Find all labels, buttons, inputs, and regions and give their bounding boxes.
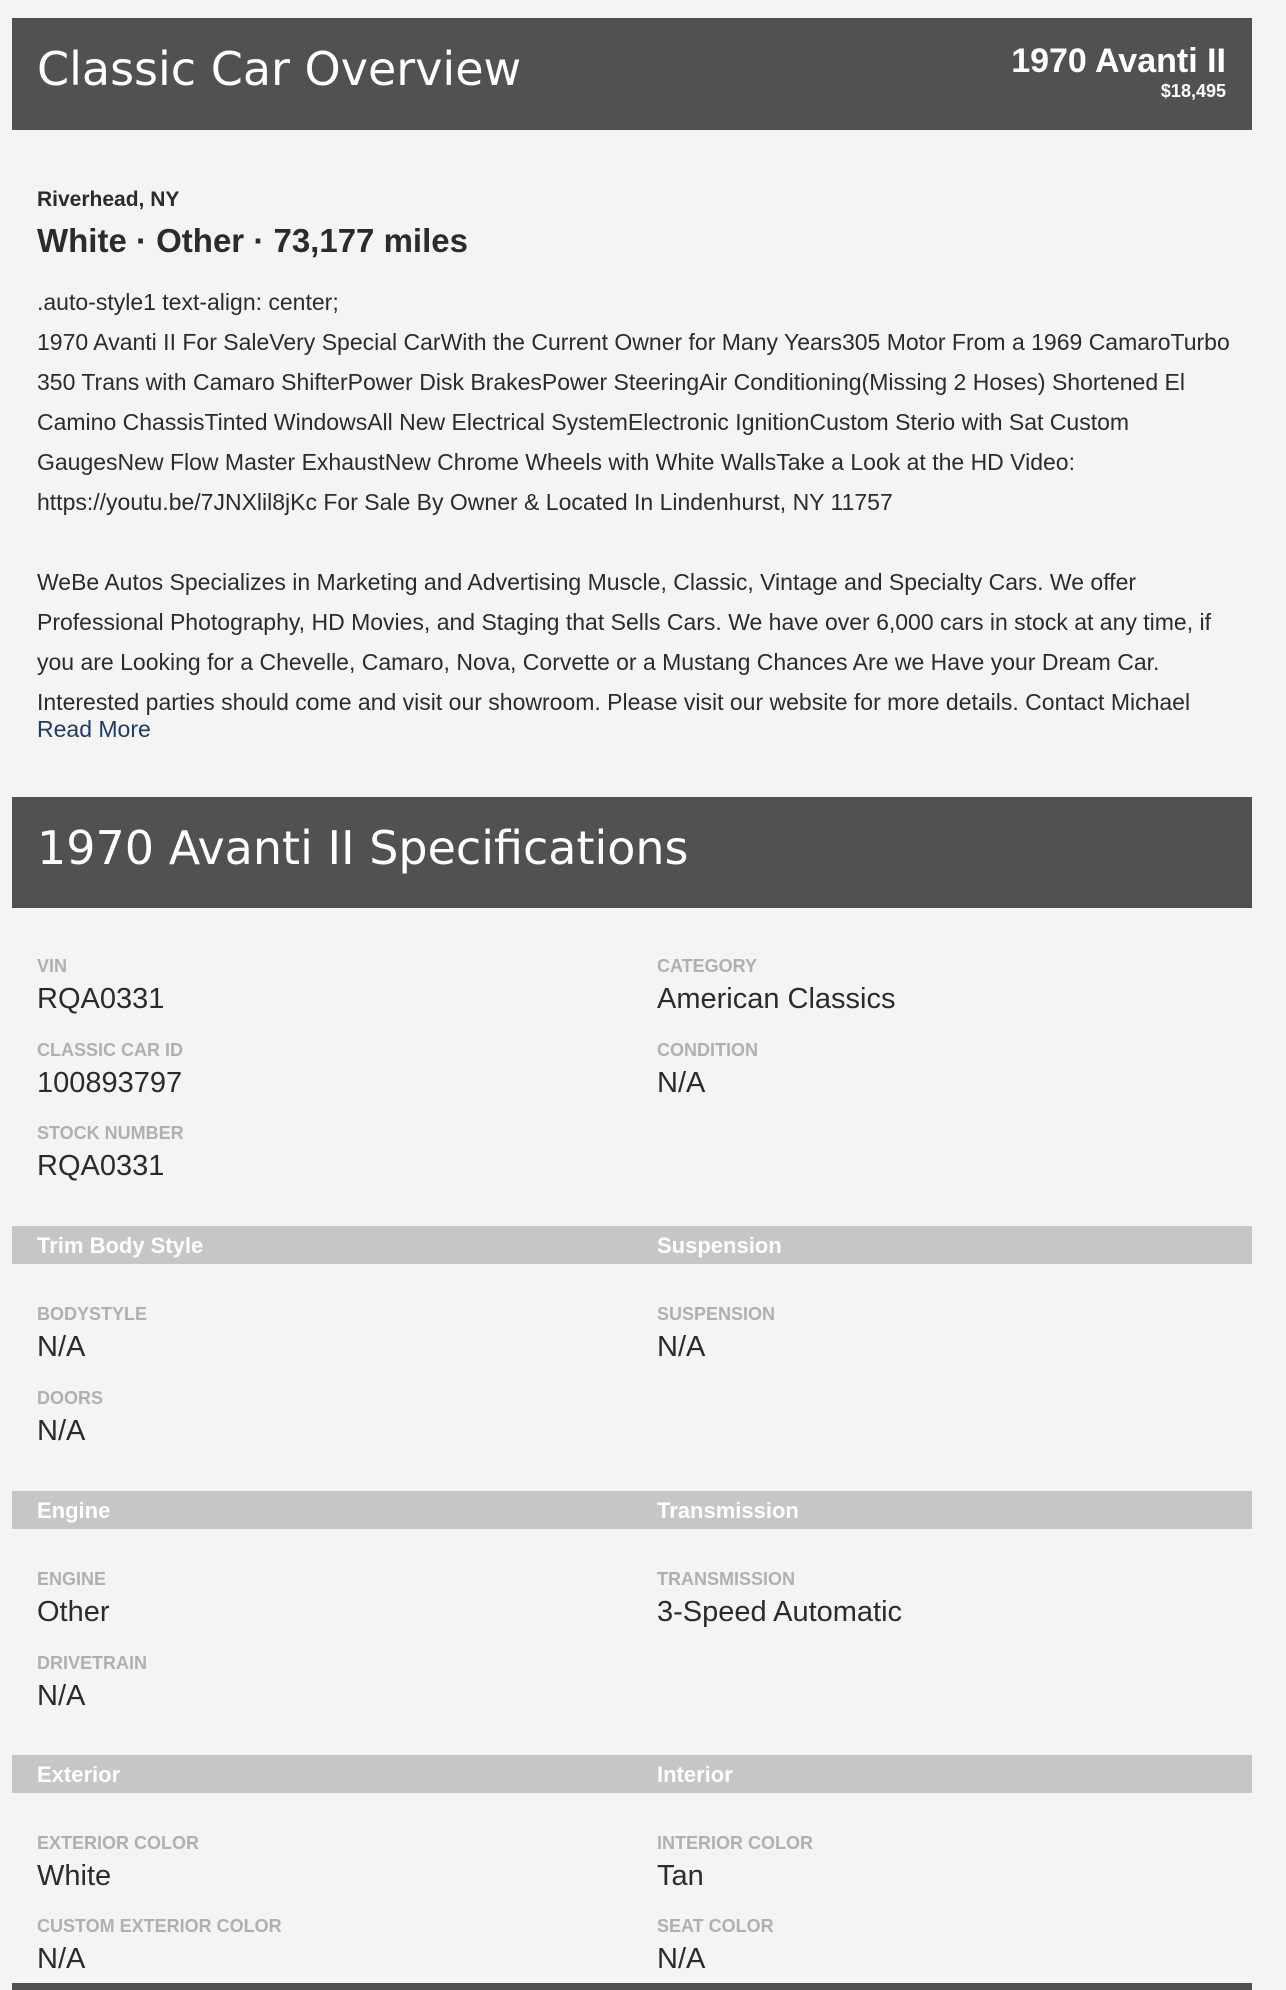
description-style-line: .auto-style1 text-align: center; <box>37 289 339 315</box>
custom-exterior-color-field <box>37 1915 282 1977</box>
bottom-divider <box>12 1983 1252 1990</box>
exterior-interior-bar <box>12 1755 1252 1793</box>
transmission-label: TRANSMISSION <box>657 1569 796 1589</box>
header-price: $18,495 <box>1160 81 1226 101</box>
doors-value: N/A <box>37 1415 86 1447</box>
category-value: American Classics <box>657 983 896 1015</box>
engine-field <box>37 1568 110 1630</box>
trim-suspension-bar <box>12 1226 1252 1264</box>
condition-value: N/A <box>657 1067 706 1099</box>
bodystyle-value: N/A <box>37 1331 86 1363</box>
specs-header <box>12 797 1252 908</box>
engine-value: Other <box>37 1596 110 1628</box>
seat-color-label: SEAT COLOR <box>657 1916 774 1936</box>
interior-bar-label: Interior <box>657 1762 733 1787</box>
interior-color-label: INTERIOR COLOR <box>657 1833 813 1853</box>
seat-color-value: N/A <box>657 1943 706 1975</box>
drivetrain-value: N/A <box>37 1680 86 1712</box>
doors-field <box>37 1387 103 1449</box>
interior-color-value: Tan <box>657 1860 704 1892</box>
condition-label: CONDITION <box>657 1040 758 1060</box>
car-id-value: 100893797 <box>37 1067 183 1099</box>
read-more-link[interactable]: Read More <box>37 716 151 742</box>
exterior-color-label: EXTERIOR COLOR <box>37 1833 200 1853</box>
suspension-bar-label: Suspension <box>657 1233 782 1258</box>
location: Riverhead, NY <box>37 188 180 211</box>
header-car-name: 1970 Avanti II <box>1011 42 1226 80</box>
car-id-field <box>37 1039 183 1101</box>
exterior-color-value: White <box>37 1860 112 1892</box>
specs-title: 1970 Avanti II Specifications <box>37 821 689 875</box>
engine-bar-label: Engine <box>37 1498 111 1523</box>
header-car-info <box>1011 42 1226 102</box>
category-label: CATEGORY <box>657 956 758 976</box>
transmission-field <box>657 1568 902 1630</box>
description <box>37 282 1237 715</box>
exterior-color-field <box>37 1832 199 1894</box>
bodystyle-field <box>37 1303 147 1365</box>
overview-title: Classic Car Overview <box>37 42 522 96</box>
vin-value: RQA0331 <box>37 983 165 1015</box>
suspension-label: SUSPENSION <box>657 1304 776 1324</box>
vin-label: VIN <box>37 956 68 976</box>
overview-header <box>12 18 1252 130</box>
doors-label: DOORS <box>37 1388 104 1408</box>
car-summary: White · Other · 73,177 miles <box>37 222 468 259</box>
trim-bar-label: Trim Body Style <box>37 1233 204 1258</box>
engine-label: ENGINE <box>37 1569 107 1589</box>
description-main: 1970 Avanti II For SaleVery Special CarWith the Current Owner for Many Years305 Motor From a 1969 CamaroTurbo 350 Trans with Camaro ShifterPower Disk BrakesPower SteeringAir Conditioning(Missing 2 Hoses) Shortened El Camino ChassisTinted WindowsAll New Electrical SystemElectronic IgnitionCustom Sterio with Sat Custom GaugesNew Flow Master ExhaustNew Chrome Wheels with White WallsTake a Look at the HD Video: https://youtu.be/7JNXlil8jKc For Sale By Owner & Located In Lindenhurst, NY 11757 <box>37 329 1230 515</box>
exterior-bar-label: Exterior <box>37 1762 121 1787</box>
custom-exterior-color-value: N/A <box>37 1943 86 1975</box>
stock-number-field <box>37 1122 184 1184</box>
seat-color-field <box>657 1915 774 1977</box>
vin-field <box>37 955 164 1017</box>
car-id-label: CLASSIC CAR ID <box>37 1040 184 1060</box>
drivetrain-label: DRIVETRAIN <box>37 1653 148 1673</box>
condition-field <box>657 1039 758 1101</box>
engine-transmission-bar <box>12 1491 1252 1529</box>
stock-number-value: RQA0331 <box>37 1150 165 1182</box>
transmission-bar-label: Transmission <box>657 1498 799 1523</box>
description-dealer: WeBe Autos Specializes in Marketing and Advertising Muscle, Classic, Vintage and Specialty Cars. We offer Professional Photography, HD Movies, and Staging that Sells Cars. We have over 6,000 cars in stock at any time, if you are Looking for a Chevelle, Camaro, Nova, Corvette or a Mustang Chances Are we Have your Dream Car. Interested parties should come and visit our showroom. Please visit our website for more details. Contact Michael <box>37 569 1211 715</box>
suspension-value: N/A <box>657 1331 706 1363</box>
custom-exterior-color-label: CUSTOM EXTERIOR COLOR <box>37 1916 282 1936</box>
category-field <box>657 955 896 1017</box>
interior-color-field <box>657 1832 813 1894</box>
drivetrain-field <box>37 1652 147 1714</box>
transmission-value: 3-Speed Automatic <box>657 1596 903 1628</box>
stock-number-label: STOCK NUMBER <box>37 1123 184 1143</box>
suspension-field <box>657 1303 775 1365</box>
bodystyle-label: BODYSTYLE <box>37 1304 148 1324</box>
